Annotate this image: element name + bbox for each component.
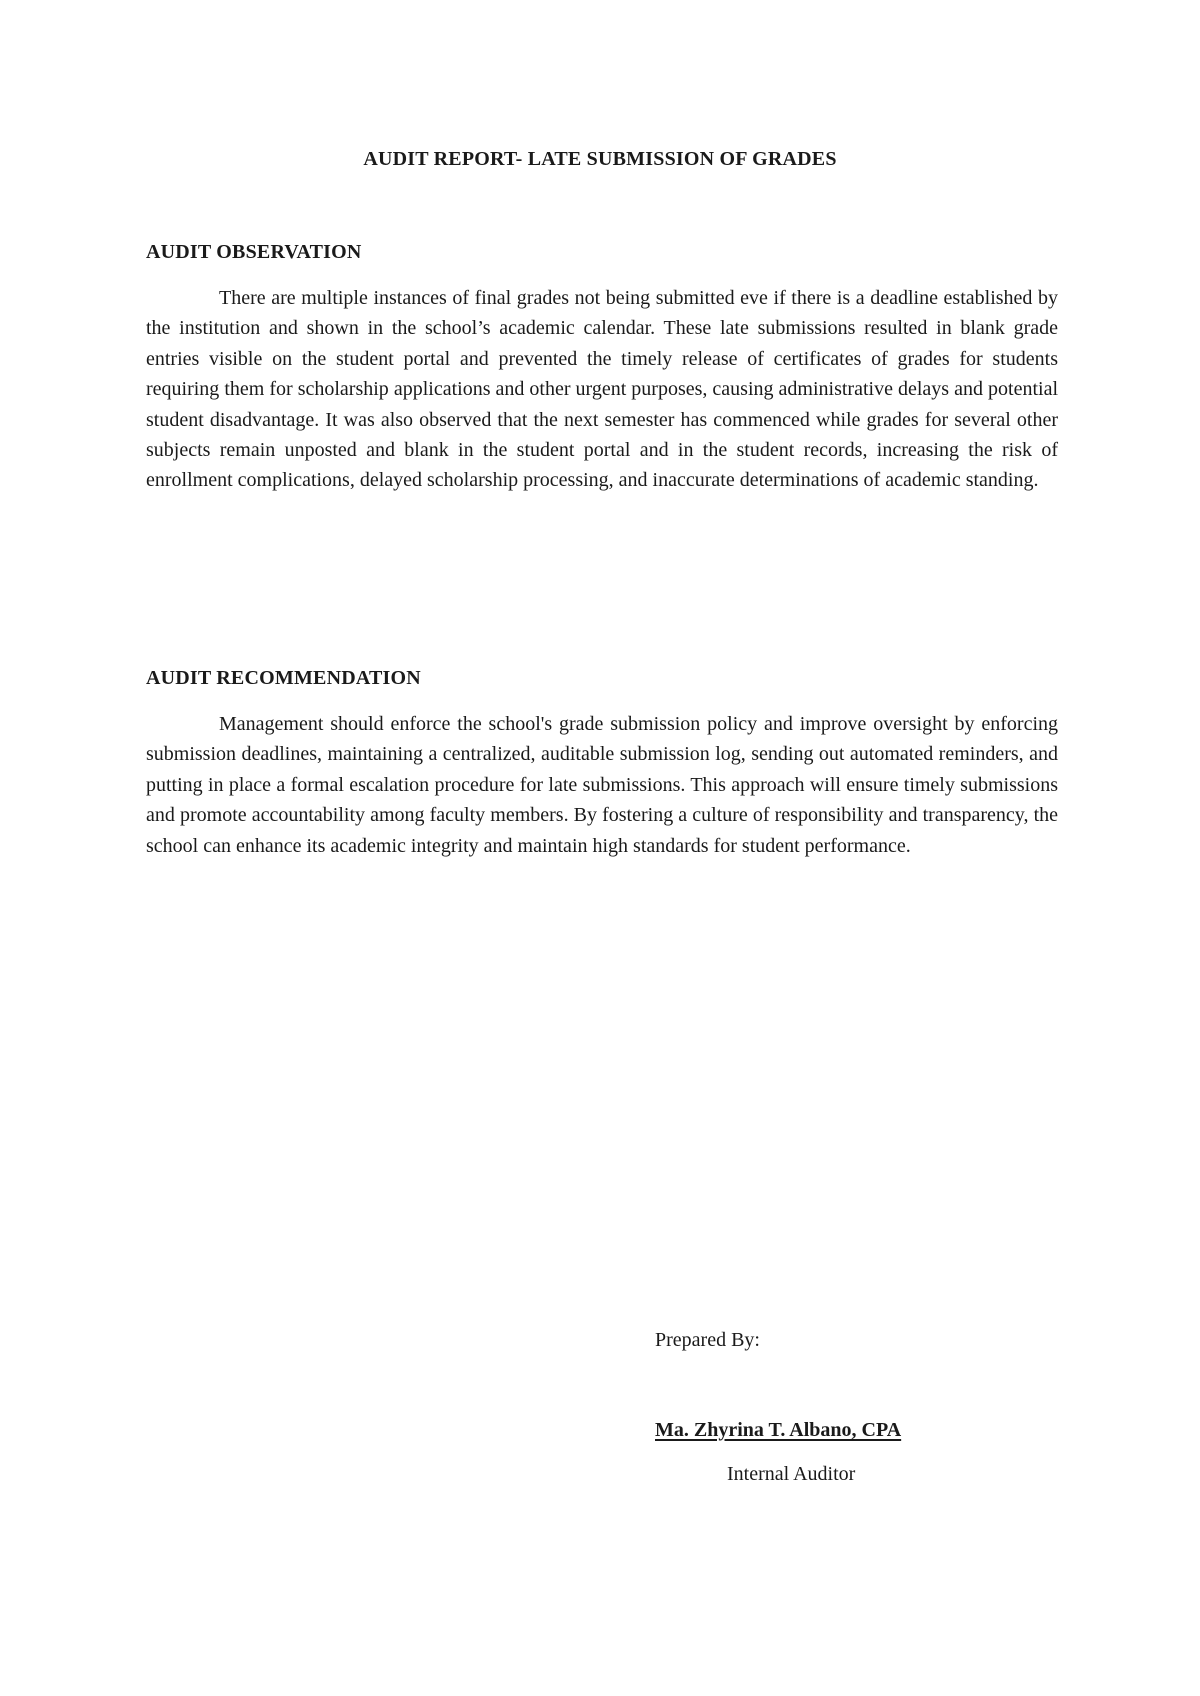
signatory-position: Internal Auditor: [727, 1463, 856, 1485]
page-title: AUDIT REPORT- LATE SUBMISSION OF GRADES: [363, 148, 837, 170]
observation-heading: AUDIT OBSERVATION: [146, 241, 362, 263]
signatory-name: Ma. Zhyrina T. Albano, CPA: [655, 1419, 902, 1441]
recommendation-heading: AUDIT RECOMMENDATION: [146, 667, 421, 689]
recommendation-paragraph: Management should enforce the school's grade submission policy and improve oversight by enforcing submission deadlines, maintaining a centralized, auditable submission log, sending out automated reminders, and putting in place a formal escalation procedure for late submissions. This approach will ensure timely submissions and promote accountability among faculty members. By fostering a culture of responsibility and transparency, the school can enhance its academic integrity and maintain high standards for student performance.: [146, 713, 1058, 857]
observation-paragraph: There are multiple instances of final grades not being submitted eve if there is a deadline established by the institution and shown in the school’s academic calendar. These late submissions resulted in blank grade entries visible on the student portal and prevented the timely release of certificates of grades for students requiring them for scholarship applications and other urgent purposes, causing administrative delays and potential student disadvantage. It was also observed that the next semester has commenced while grades for several other subjects remain unposted and blank in the student portal and in the student records, increasing the risk of enrollment complications, delayed scholarship processing, and inaccurate determinations of academic standing.: [146, 287, 1058, 492]
prepared-by-label: Prepared By:: [655, 1329, 760, 1351]
